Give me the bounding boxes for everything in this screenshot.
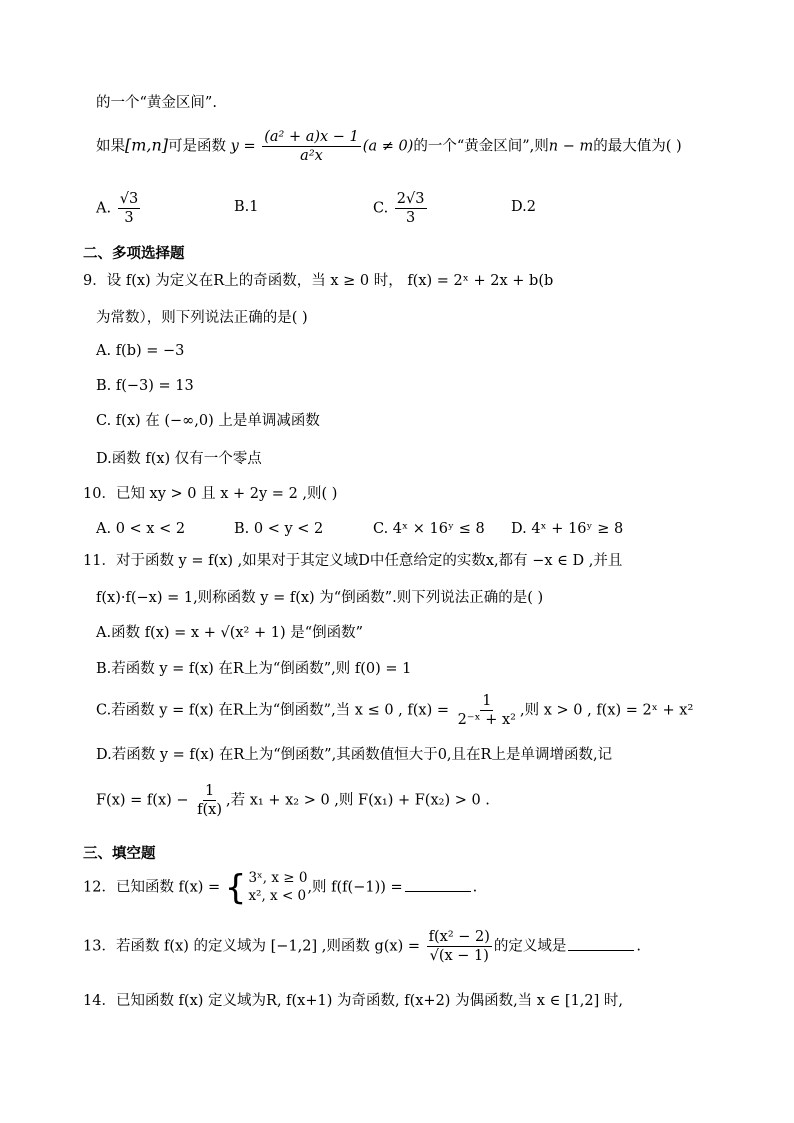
q11-option-d: D.若函数 y = f(x) 在R上为“倒函数”,其函数值恒大于0,且在R上是单调增函数,记 [96,747,613,763]
q10-option-a: A. 0 < x < 2 [96,521,186,537]
option-c-fraction [395,190,427,227]
option-a-den: 3 [124,210,134,227]
option-a-fraction [118,190,140,227]
question-9-line2: 为常数），则下列说法正确的是( ) [96,310,308,326]
q13-answer-blank[interactable] [568,950,634,951]
q8-denominator: a²x [300,148,323,165]
question-13 [83,928,641,965]
q8-y: y = [230,138,256,155]
q11c-post: ,则 x > 0 , f(x) = 2ˣ + x² [520,702,694,719]
q12-piecewise [224,867,308,908]
q11e-fraction [195,782,224,819]
q13-post: 的定义域是 [493,938,567,955]
q13-fraction [427,928,492,965]
q11c-fraction [456,692,518,729]
q11e-num: 1 [203,782,216,801]
q8-option-a [96,190,142,227]
q8-interval: [m,n] [125,135,169,155]
question-11-line2: f(x)·f(−x) = 1,则称函数 y = f(x) 为“倒函数”.则下列说法正确的是( ) [96,590,544,606]
q13-num: f(x² − 2) [427,928,492,947]
q8-numerator: (a² + a)x − 1 [262,128,361,147]
question-9-line1: 9．设 f(x) 为定义在R上的奇函数，当 x ≥ 0 时， f(x) = 2ˣ + 2x + b(b [83,273,554,289]
q8-option-d: D.2 [511,199,536,215]
q12-pre: 12．已知函数 f(x) = [83,879,221,896]
section-heading-multiple-choice: 二、多项选择题 [83,246,185,262]
q11e-pre: F(x) = f(x) − [96,792,189,809]
q8-option-b: B.1 [234,199,259,215]
q11e-den: f(x) [197,802,223,819]
q11c-pre: C.若函数 y = f(x) 在R上为“倒函数”,当 x ≤ 0 , f(x) = [96,702,449,719]
q8-expr: n − m [548,138,594,155]
q10-option-c: C. 4ˣ × 16ʸ ≤ 8 [373,521,485,537]
line-continuation: 的一个“黄金区间”. [96,95,217,111]
q8-suffix: 的一个“黄金区间”,则 [413,138,549,155]
q11e-post: ,若 x₁ + x₂ > 0 ,则 F(x₁) + F(x₂) > 0 . [226,792,490,809]
q8-condition: (a ≠ 0) [362,138,414,155]
q10-option-b: B. 0 < y < 2 [234,521,324,537]
q10-option-d: D. 4ˣ + 16ʸ ≥ 8 [511,521,624,537]
q12-post: ,则 f(f(−1)) = [307,879,403,896]
q13-end: . [636,938,642,955]
q8-prefix: 如果 [96,138,125,155]
q8-mid: 可是函数 [168,138,227,155]
option-c-num: 2√3 [395,190,427,209]
q13-den: √(x − 1) [429,948,489,965]
q12-end: . [472,879,478,896]
q11-option-d-cont [96,782,490,819]
section-heading-fill-in: 三、填空题 [83,846,156,862]
question-10: 10．已知 xy > 0 且 x + 2y = 2 ,则( ) [83,486,338,502]
q11-option-b: B.若函数 y = f(x) 在R上为“倒函数”,则 f(0) = 1 [96,661,412,677]
q8-option-c [373,190,429,227]
q9-option-d: D.函数 f(x) 仅有一个零点 [96,451,262,467]
brace-icon: { [224,867,247,908]
q11c-num: 1 [480,692,493,711]
option-c-den: 3 [406,210,416,227]
q8-fraction [262,128,361,165]
option-c-label: C. [373,200,389,217]
option-a-label: A. [96,200,112,217]
question-11-line1: 11．对于函数 y = f(x) ,如果对于其定义域D中任意给定的实数x,都有 −x ∈ D ,并且 [83,553,623,569]
q13-pre: 13．若函数 f(x) 的定义域为 [−1,2] ,则函数 g(x) = [83,938,421,955]
q9-option-a: A. f(b) = −3 [96,343,185,359]
question-14: 14．已知函数 f(x) 定义域为R, f(x+1) 为奇函数, f(x+2) 为偶函数,当 x ∈ [1,2] 时, [83,993,624,1009]
q8-end: 的最大值为( ) [593,138,682,155]
question-8 [96,128,682,165]
q12-case1: 3ˣ, x ≥ 0 [248,870,308,886]
q11c-den: 2⁻ˣ + x² [457,712,516,729]
q9-option-c: C. f(x) 在 (−∞,0) 上是单调减函数 [96,413,320,429]
question-12 [83,867,478,908]
q12-answer-blank[interactable] [405,891,471,892]
option-a-num: √3 [118,190,140,209]
q11-option-c [96,692,693,729]
q12-case2: x², x < 0 [248,887,307,904]
q9-option-b: B. f(−3) = 13 [96,378,194,394]
q11-option-a: A.函数 f(x) = x + √(x² + 1) 是“倒函数” [96,625,364,641]
